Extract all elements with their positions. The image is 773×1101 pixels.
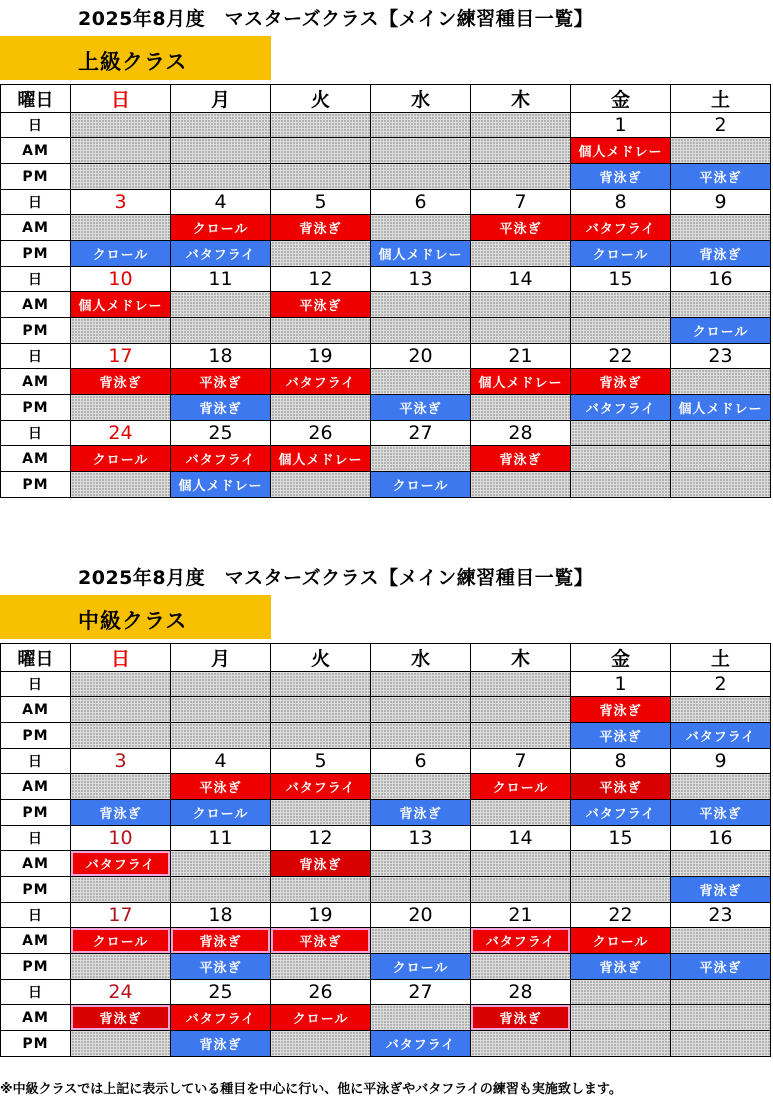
am-event-cell: 平泳ぎ bbox=[571, 774, 671, 800]
am-event-cell: 平泳ぎ bbox=[271, 928, 371, 954]
schedule-table bbox=[0, 643, 771, 1057]
pm-event-cell bbox=[71, 723, 171, 749]
date-cell: 20 bbox=[371, 344, 471, 369]
am-event-cell bbox=[371, 446, 471, 472]
date-cell bbox=[571, 980, 671, 1005]
weekday-header: 水 bbox=[371, 85, 471, 113]
class-label: 上級クラス bbox=[78, 50, 188, 74]
row-label: AM bbox=[1, 446, 71, 472]
am-event-cell bbox=[271, 138, 371, 164]
date-cell: 4 bbox=[171, 190, 271, 215]
row-label: PM bbox=[1, 877, 71, 903]
pm-event-cell bbox=[371, 164, 471, 190]
date-cell: 15 bbox=[571, 267, 671, 292]
pm-event-cell bbox=[71, 877, 171, 903]
am-event-cell: 背泳ぎ bbox=[571, 369, 671, 395]
date-row bbox=[1, 267, 771, 292]
pm-event-cell bbox=[571, 472, 671, 498]
date-cell: 13 bbox=[371, 267, 471, 292]
date-row bbox=[1, 344, 771, 369]
date-cell: 20 bbox=[371, 903, 471, 928]
am-event-cell: 平泳ぎ bbox=[171, 774, 271, 800]
am-event-cell bbox=[371, 697, 471, 723]
row-label: PM bbox=[1, 1031, 71, 1057]
pm-event-cell: 背泳ぎ bbox=[171, 1031, 271, 1057]
am-event-cell: 個人メドレー bbox=[71, 292, 171, 318]
am-event-cell bbox=[371, 292, 471, 318]
page-title: 2025年8月度 マスターズクラス【メイン練習種目一覧】 bbox=[78, 567, 594, 589]
date-cell: 9 bbox=[671, 190, 771, 215]
pm-row bbox=[1, 800, 771, 826]
date-cell: 14 bbox=[471, 826, 571, 851]
am-event-cell: 背泳ぎ bbox=[271, 851, 371, 877]
date-cell: 6 bbox=[371, 190, 471, 215]
am-event-cell bbox=[371, 851, 471, 877]
am-event-cell: バタフライ bbox=[171, 446, 271, 472]
am-event-cell bbox=[371, 369, 471, 395]
weekday-header: 水 bbox=[371, 644, 471, 672]
am-event-cell bbox=[71, 697, 171, 723]
pm-event-cell: 平泳ぎ bbox=[371, 395, 471, 421]
am-event-cell bbox=[271, 697, 371, 723]
date-cell: 18 bbox=[171, 903, 271, 928]
am-event-cell bbox=[171, 292, 271, 318]
table-header-row bbox=[1, 644, 771, 672]
date-cell: 27 bbox=[371, 421, 471, 446]
date-cell bbox=[471, 672, 571, 697]
am-event-cell: 個人メドレー bbox=[471, 369, 571, 395]
date-cell: 27 bbox=[371, 980, 471, 1005]
am-event-cell: 平泳ぎ bbox=[471, 215, 571, 241]
date-cell: 22 bbox=[571, 903, 671, 928]
am-event-cell bbox=[571, 292, 671, 318]
date-cell bbox=[271, 113, 371, 138]
weekday-header: 木 bbox=[471, 85, 571, 113]
pm-event-cell bbox=[71, 395, 171, 421]
am-event-cell bbox=[671, 138, 771, 164]
pm-event-cell: バタフライ bbox=[371, 1031, 471, 1057]
class-label-box bbox=[0, 595, 271, 639]
footnote: ※中級クラスでは上記に表示している種目を中心に行い、他に平泳ぎやバタフライの練習も実施致します。 bbox=[0, 1082, 622, 1097]
am-event-cell: クロール bbox=[71, 928, 171, 954]
date-cell: 11 bbox=[171, 267, 271, 292]
am-event-cell bbox=[71, 138, 171, 164]
am-event-cell bbox=[471, 292, 571, 318]
date-cell: 7 bbox=[471, 749, 571, 774]
weekday-header: 火 bbox=[271, 644, 371, 672]
am-event-cell bbox=[471, 697, 571, 723]
date-cell: 3 bbox=[71, 749, 171, 774]
date-row bbox=[1, 749, 771, 774]
date-cell bbox=[171, 113, 271, 138]
pm-event-cell bbox=[471, 472, 571, 498]
date-cell: 17 bbox=[71, 344, 171, 369]
am-event-cell: バタフライ bbox=[171, 1005, 271, 1031]
pm-event-cell bbox=[171, 877, 271, 903]
pm-row bbox=[1, 723, 771, 749]
date-cell: 23 bbox=[671, 344, 771, 369]
pm-event-cell: バタフライ bbox=[571, 800, 671, 826]
date-cell: 3 bbox=[71, 190, 171, 215]
pm-event-cell: 背泳ぎ bbox=[371, 800, 471, 826]
pm-event-cell bbox=[471, 395, 571, 421]
pm-row bbox=[1, 241, 771, 267]
am-event-cell: 背泳ぎ bbox=[571, 697, 671, 723]
pm-event-cell: 個人メドレー bbox=[171, 472, 271, 498]
am-event-cell bbox=[671, 292, 771, 318]
pm-event-cell bbox=[171, 723, 271, 749]
weekday-header-label: 曜日 bbox=[1, 644, 71, 672]
am-event-cell bbox=[671, 446, 771, 472]
am-event-cell: クロール bbox=[471, 774, 571, 800]
am-event-cell: バタフライ bbox=[571, 215, 671, 241]
pm-event-cell: バタフライ bbox=[671, 723, 771, 749]
am-event-cell bbox=[671, 928, 771, 954]
row-label: PM bbox=[1, 954, 71, 980]
pm-event-cell: 平泳ぎ bbox=[571, 723, 671, 749]
pm-row bbox=[1, 954, 771, 980]
am-event-cell: バタフライ bbox=[471, 928, 571, 954]
date-cell: 10 bbox=[71, 826, 171, 851]
date-cell: 25 bbox=[171, 421, 271, 446]
am-event-cell: クロール bbox=[571, 928, 671, 954]
date-cell: 1 bbox=[571, 672, 671, 697]
row-label: 日 bbox=[1, 749, 71, 774]
am-event-cell bbox=[171, 851, 271, 877]
row-label: PM bbox=[1, 164, 71, 190]
pm-row bbox=[1, 318, 771, 344]
pm-event-cell: バタフライ bbox=[571, 395, 671, 421]
pm-event-cell: 背泳ぎ bbox=[571, 954, 671, 980]
pm-event-cell: 個人メドレー bbox=[671, 395, 771, 421]
am-row bbox=[1, 292, 771, 318]
pm-event-cell bbox=[371, 723, 471, 749]
date-cell: 12 bbox=[271, 267, 371, 292]
pm-row bbox=[1, 472, 771, 498]
row-label: AM bbox=[1, 369, 71, 395]
weekday-header: 月 bbox=[171, 85, 271, 113]
pm-event-cell: クロール bbox=[571, 241, 671, 267]
date-cell: 16 bbox=[671, 267, 771, 292]
pm-event-cell bbox=[271, 1031, 371, 1057]
weekday-header: 木 bbox=[471, 644, 571, 672]
date-cell: 16 bbox=[671, 826, 771, 851]
row-label: AM bbox=[1, 774, 71, 800]
date-cell: 6 bbox=[371, 749, 471, 774]
date-cell: 7 bbox=[471, 190, 571, 215]
pm-event-cell: 平泳ぎ bbox=[171, 954, 271, 980]
schedule-table bbox=[0, 84, 771, 498]
row-label: 日 bbox=[1, 421, 71, 446]
date-cell bbox=[171, 672, 271, 697]
date-cell bbox=[371, 672, 471, 697]
pm-event-cell: 個人メドレー bbox=[371, 241, 471, 267]
table-header-row bbox=[1, 85, 771, 113]
pm-event-cell: 平泳ぎ bbox=[671, 800, 771, 826]
am-event-cell: 背泳ぎ bbox=[71, 369, 171, 395]
am-event-cell: 背泳ぎ bbox=[471, 446, 571, 472]
row-label: PM bbox=[1, 800, 71, 826]
date-cell: 1 bbox=[571, 113, 671, 138]
pm-event-cell bbox=[471, 877, 571, 903]
date-cell: 4 bbox=[171, 749, 271, 774]
row-label: 日 bbox=[1, 190, 71, 215]
pm-event-cell: クロール bbox=[371, 472, 471, 498]
am-event-cell bbox=[671, 369, 771, 395]
row-label: AM bbox=[1, 138, 71, 164]
pm-event-cell: 背泳ぎ bbox=[171, 395, 271, 421]
am-row bbox=[1, 928, 771, 954]
row-label: 日 bbox=[1, 980, 71, 1005]
am-event-cell: 背泳ぎ bbox=[471, 1005, 571, 1031]
date-cell: 26 bbox=[271, 980, 371, 1005]
row-label: AM bbox=[1, 851, 71, 877]
am-event-cell bbox=[71, 774, 171, 800]
weekday-header: 月 bbox=[171, 644, 271, 672]
am-row bbox=[1, 369, 771, 395]
am-event-cell bbox=[71, 215, 171, 241]
page-title: 2025年8月度 マスターズクラス【メイン練習種目一覧】 bbox=[78, 8, 594, 30]
row-label: AM bbox=[1, 1005, 71, 1031]
am-row bbox=[1, 774, 771, 800]
row-label: 日 bbox=[1, 267, 71, 292]
am-event-cell bbox=[471, 851, 571, 877]
date-cell: 11 bbox=[171, 826, 271, 851]
pm-event-cell bbox=[371, 877, 471, 903]
am-event-cell bbox=[371, 1005, 471, 1031]
pm-event-cell bbox=[371, 318, 471, 344]
date-cell: 5 bbox=[271, 749, 371, 774]
am-event-cell bbox=[571, 1005, 671, 1031]
pm-event-cell bbox=[271, 954, 371, 980]
weekday-header: 金 bbox=[571, 85, 671, 113]
am-event-cell bbox=[171, 697, 271, 723]
date-row bbox=[1, 190, 771, 215]
am-event-cell bbox=[471, 138, 571, 164]
pm-row bbox=[1, 395, 771, 421]
am-event-cell: 平泳ぎ bbox=[171, 369, 271, 395]
am-event-cell bbox=[671, 1005, 771, 1031]
pm-event-cell bbox=[271, 241, 371, 267]
pm-event-cell bbox=[471, 723, 571, 749]
date-cell: 25 bbox=[171, 980, 271, 1005]
row-label: 日 bbox=[1, 903, 71, 928]
date-cell: 24 bbox=[71, 421, 171, 446]
row-label: 日 bbox=[1, 113, 71, 138]
pm-event-cell: 平泳ぎ bbox=[671, 954, 771, 980]
date-row bbox=[1, 113, 771, 138]
date-cell: 2 bbox=[671, 672, 771, 697]
am-event-cell: 個人メドレー bbox=[271, 446, 371, 472]
date-row bbox=[1, 672, 771, 697]
pm-event-cell bbox=[471, 241, 571, 267]
date-cell: 21 bbox=[471, 903, 571, 928]
am-event-cell bbox=[371, 928, 471, 954]
date-cell: 28 bbox=[471, 980, 571, 1005]
am-event-cell: 個人メドレー bbox=[571, 138, 671, 164]
pm-event-cell bbox=[271, 318, 371, 344]
date-cell: 24 bbox=[71, 980, 171, 1005]
am-row bbox=[1, 697, 771, 723]
am-event-cell: 背泳ぎ bbox=[171, 928, 271, 954]
am-event-cell bbox=[371, 138, 471, 164]
date-cell: 5 bbox=[271, 190, 371, 215]
am-row bbox=[1, 851, 771, 877]
am-event-cell: 平泳ぎ bbox=[271, 292, 371, 318]
row-label: PM bbox=[1, 318, 71, 344]
intermediate-class-section bbox=[0, 559, 773, 1079]
pm-event-cell bbox=[171, 164, 271, 190]
row-label: PM bbox=[1, 395, 71, 421]
date-cell: 26 bbox=[271, 421, 371, 446]
date-cell bbox=[71, 672, 171, 697]
advanced-class-section bbox=[0, 0, 773, 520]
row-label: PM bbox=[1, 241, 71, 267]
pm-event-cell bbox=[71, 318, 171, 344]
pm-event-cell bbox=[471, 1031, 571, 1057]
class-label: 中級クラス bbox=[78, 609, 188, 633]
date-cell: 19 bbox=[271, 344, 371, 369]
am-row bbox=[1, 446, 771, 472]
date-row bbox=[1, 903, 771, 928]
row-label: AM bbox=[1, 215, 71, 241]
date-cell bbox=[271, 672, 371, 697]
date-cell bbox=[371, 113, 471, 138]
date-cell: 17 bbox=[71, 903, 171, 928]
pm-event-cell bbox=[471, 164, 571, 190]
row-label: 日 bbox=[1, 672, 71, 697]
weekday-header: 土 bbox=[671, 85, 771, 113]
class-label-box bbox=[0, 36, 271, 80]
date-cell: 15 bbox=[571, 826, 671, 851]
date-cell bbox=[571, 421, 671, 446]
am-event-cell bbox=[371, 774, 471, 800]
am-event-cell bbox=[171, 138, 271, 164]
pm-event-cell bbox=[671, 1031, 771, 1057]
row-label: AM bbox=[1, 292, 71, 318]
date-cell: 9 bbox=[671, 749, 771, 774]
weekday-header: 金 bbox=[571, 644, 671, 672]
am-event-cell bbox=[671, 851, 771, 877]
pm-event-cell bbox=[471, 318, 571, 344]
row-label: PM bbox=[1, 723, 71, 749]
pm-event-cell bbox=[71, 472, 171, 498]
pm-event-cell bbox=[271, 877, 371, 903]
weekday-header: 日 bbox=[71, 85, 171, 113]
pm-event-cell bbox=[71, 164, 171, 190]
date-row bbox=[1, 826, 771, 851]
pm-event-cell bbox=[671, 472, 771, 498]
pm-event-cell: クロール bbox=[671, 318, 771, 344]
am-event-cell bbox=[571, 446, 671, 472]
pm-row bbox=[1, 164, 771, 190]
pm-event-cell bbox=[271, 164, 371, 190]
date-cell bbox=[671, 980, 771, 1005]
weekday-header: 土 bbox=[671, 644, 771, 672]
date-cell bbox=[471, 113, 571, 138]
row-label: 日 bbox=[1, 344, 71, 369]
pm-event-cell bbox=[71, 954, 171, 980]
date-cell: 10 bbox=[71, 267, 171, 292]
pm-event-cell: 背泳ぎ bbox=[671, 877, 771, 903]
date-cell: 8 bbox=[571, 190, 671, 215]
date-cell bbox=[671, 421, 771, 446]
pm-event-cell bbox=[271, 800, 371, 826]
date-row bbox=[1, 980, 771, 1005]
pm-event-cell: 平泳ぎ bbox=[671, 164, 771, 190]
pm-event-cell: 背泳ぎ bbox=[571, 164, 671, 190]
pm-event-cell: クロール bbox=[371, 954, 471, 980]
am-row bbox=[1, 1005, 771, 1031]
pm-event-cell bbox=[271, 395, 371, 421]
pm-event-cell bbox=[71, 1031, 171, 1057]
am-row bbox=[1, 215, 771, 241]
am-event-cell: クロール bbox=[71, 446, 171, 472]
date-cell: 22 bbox=[571, 344, 671, 369]
pm-event-cell bbox=[571, 1031, 671, 1057]
am-row bbox=[1, 138, 771, 164]
pm-event-cell bbox=[471, 800, 571, 826]
weekday-header: 火 bbox=[271, 85, 371, 113]
date-row bbox=[1, 421, 771, 446]
am-event-cell: クロール bbox=[271, 1005, 371, 1031]
pm-event-cell: クロール bbox=[171, 800, 271, 826]
date-cell: 18 bbox=[171, 344, 271, 369]
weekday-header-label: 曜日 bbox=[1, 85, 71, 113]
am-event-cell bbox=[571, 851, 671, 877]
am-event-cell: 背泳ぎ bbox=[71, 1005, 171, 1031]
pm-row bbox=[1, 1031, 771, 1057]
date-cell bbox=[71, 113, 171, 138]
pm-event-cell bbox=[471, 954, 571, 980]
weekday-header: 日 bbox=[71, 644, 171, 672]
pm-event-cell bbox=[171, 318, 271, 344]
date-cell: 2 bbox=[671, 113, 771, 138]
am-event-cell: バタフライ bbox=[271, 774, 371, 800]
date-cell: 23 bbox=[671, 903, 771, 928]
pm-event-cell bbox=[571, 877, 671, 903]
am-event-cell: バタフライ bbox=[271, 369, 371, 395]
am-event-cell bbox=[671, 215, 771, 241]
row-label: PM bbox=[1, 472, 71, 498]
date-cell: 14 bbox=[471, 267, 571, 292]
am-event-cell: 背泳ぎ bbox=[271, 215, 371, 241]
pm-event-cell bbox=[271, 723, 371, 749]
pm-event-cell bbox=[271, 472, 371, 498]
row-label: 日 bbox=[1, 826, 71, 851]
date-cell: 8 bbox=[571, 749, 671, 774]
am-event-cell: クロール bbox=[171, 215, 271, 241]
pm-event-cell: 背泳ぎ bbox=[71, 800, 171, 826]
am-event-cell bbox=[371, 215, 471, 241]
pm-event-cell: 背泳ぎ bbox=[671, 241, 771, 267]
am-event-cell bbox=[671, 774, 771, 800]
date-cell: 21 bbox=[471, 344, 571, 369]
am-event-cell: バタフライ bbox=[71, 851, 171, 877]
date-cell: 19 bbox=[271, 903, 371, 928]
pm-event-cell bbox=[571, 318, 671, 344]
am-event-cell bbox=[671, 697, 771, 723]
row-label: AM bbox=[1, 928, 71, 954]
date-cell: 12 bbox=[271, 826, 371, 851]
pm-event-cell: バタフライ bbox=[171, 241, 271, 267]
date-cell: 13 bbox=[371, 826, 471, 851]
date-cell: 28 bbox=[471, 421, 571, 446]
pm-event-cell: クロール bbox=[71, 241, 171, 267]
row-label: AM bbox=[1, 697, 71, 723]
pm-row bbox=[1, 877, 771, 903]
